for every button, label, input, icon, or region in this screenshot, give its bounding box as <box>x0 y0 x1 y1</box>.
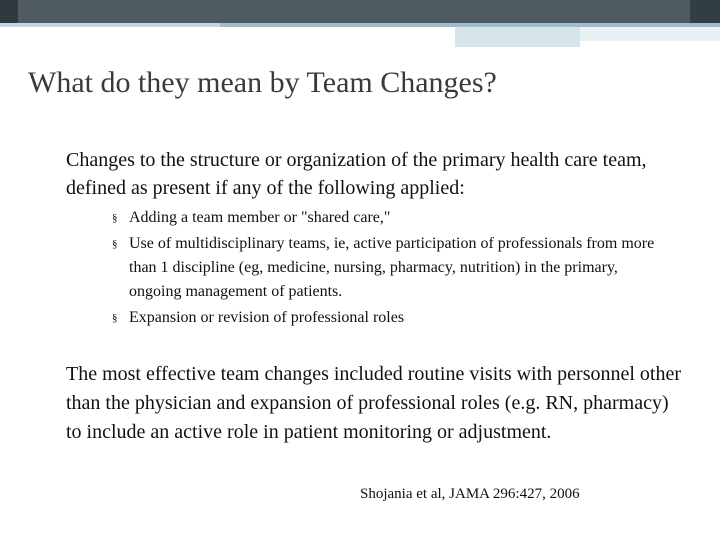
bullet-square-icon: § <box>112 212 118 224</box>
citation: Shojania et al, JAMA 296:427, 2006 <box>360 486 580 502</box>
header-accent-tab <box>455 27 580 47</box>
bullet-item <box>112 232 672 304</box>
header-accent-line-left <box>0 23 220 27</box>
bullet-item <box>112 206 672 230</box>
header-band-left-segment <box>0 0 18 23</box>
header-band <box>0 0 720 23</box>
bullet-item <box>112 306 672 330</box>
header-accent-tab-secondary <box>580 27 720 41</box>
bullet-square-icon: § <box>112 238 118 250</box>
header-band-right-segment <box>690 0 720 23</box>
slide-title: What do they mean by Team Changes? <box>28 66 497 99</box>
bullet-text: Expansion or revision of professional roles <box>129 309 405 326</box>
bullet-text: Use of multidisciplinary teams, ie, active participation of professionals from more than 1 discipline (eg, medicine, nursing, pharmacy, nutrition) in the primary, ongoing management of patients. <box>129 235 655 300</box>
summary-paragraph: The most effective team changes included routine visits with personnel other than the physician and expansion of professional roles (e.g. RN, pharmacy) to include an active role in patient monitoring or adjustment. <box>66 363 682 443</box>
bullet-square-icon: § <box>112 312 118 324</box>
intro-paragraph: Changes to the structure or organization of the primary health care team, defined as present if any of the following applied: <box>66 149 647 199</box>
bullet-text: Adding a team member or "shared care," <box>129 209 391 226</box>
bullet-list <box>112 206 672 332</box>
